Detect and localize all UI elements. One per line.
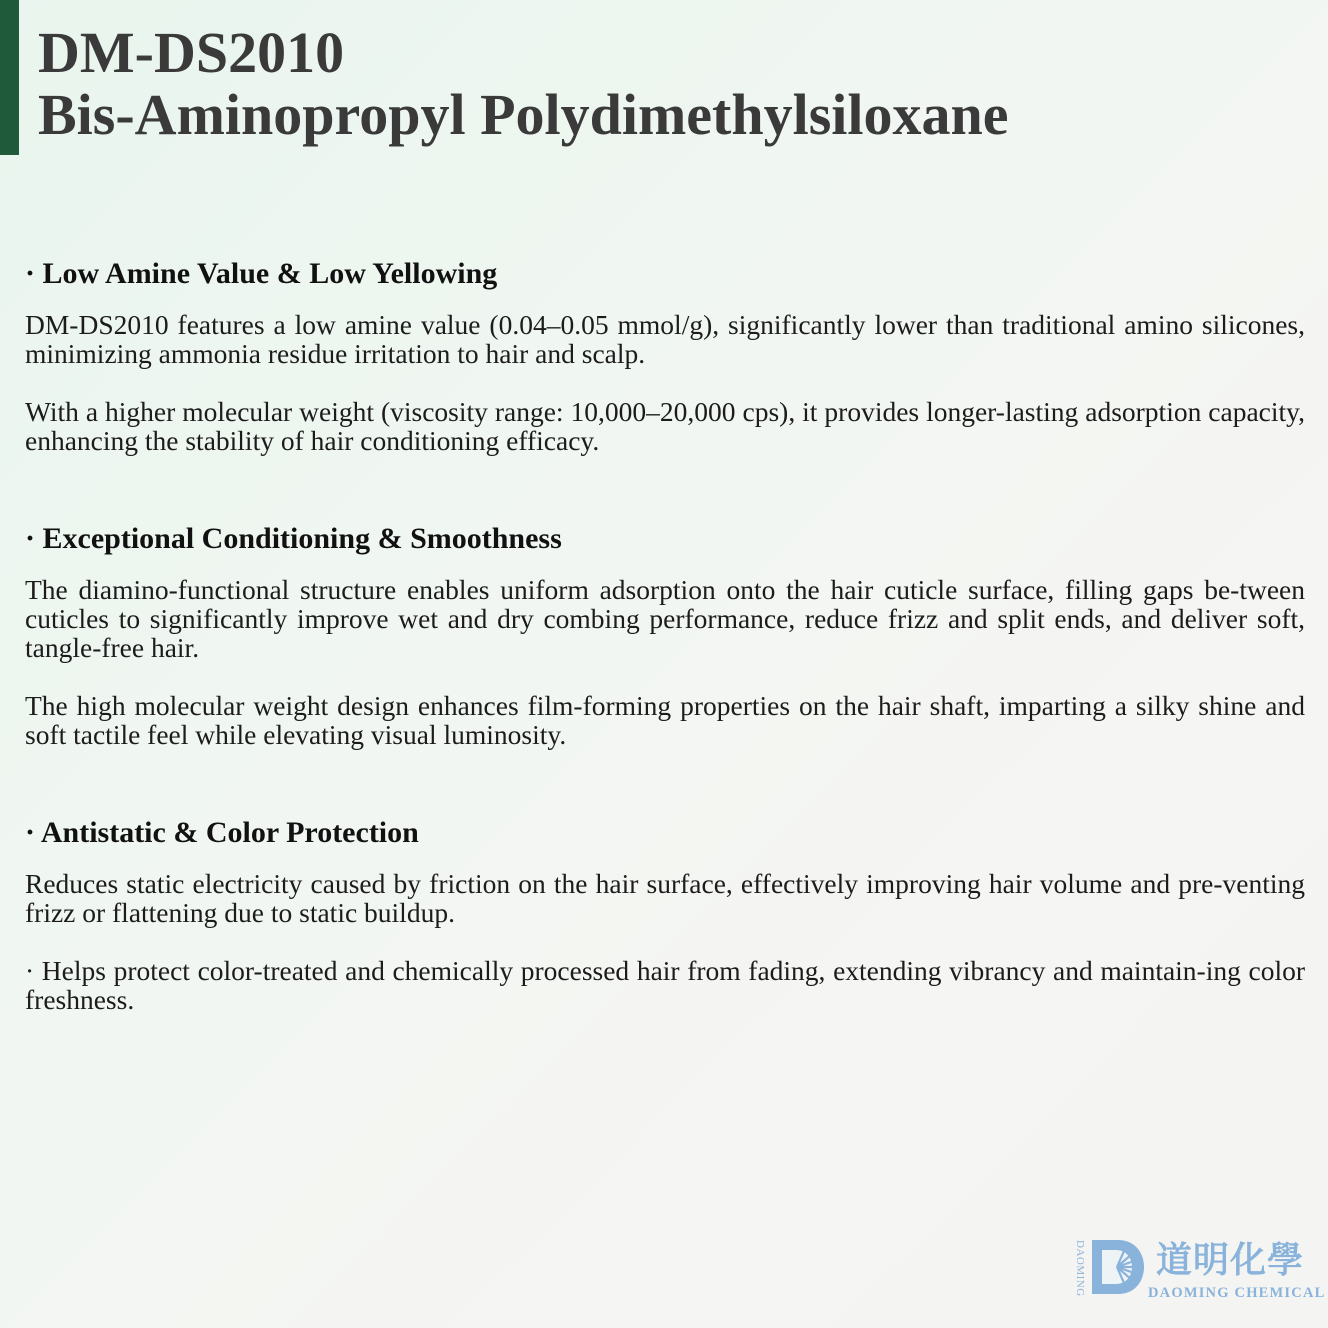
paragraph: · Helps protect color-treated and chemically processed hair from fading, extending vibrancy and maintain-ing color freshness. [25,955,1305,1015]
title-block [38,22,1308,146]
content [25,252,1305,1076]
section-heading: · Antistatic & Color Protection [25,816,419,849]
logo-vertical-text: DAOMING [1074,1239,1086,1297]
section-conditioning [25,517,1305,749]
paragraph: DM-DS2010 features a low amine value (0.04–0.05 mmol/g), significantly lower than traditional amino silicones, minimizing ammonia residue irritation to hair and scalp. [25,309,1305,369]
accent-bar [0,0,19,155]
section-heading: · Exceptional Conditioning & Smoothness [25,522,562,555]
company-logo [1072,1234,1326,1304]
section-antistatic [25,811,1305,1014]
paragraph: The diamino-functional structure enables uniform adsorption onto the hair cuticle surface, filling gaps be-tween cuticles to significantly improve wet and dry combing performance, reduce frizz and split ends, and deliver soft, tangle-free hair. [25,574,1305,663]
logo-mark-icon [1088,1236,1146,1298]
section-low-amine [25,252,1305,455]
product-code-title: DM-DS2010 [38,20,345,85]
paragraph: The high molecular weight design enhances film-forming properties on the hair shaft, imparting a silky shine and soft tactile feel while elevating visual luminosity. [25,690,1305,750]
logo-english-name: DAOMING CHEMICAL [1148,1285,1326,1301]
section-heading: · Low Amine Value & Low Yellowing [25,257,498,290]
product-name-title: Bis-Aminopropyl Polydimethylsiloxane [38,82,1009,147]
logo-chinese-name: 道明化學 [1156,1240,1305,1281]
paragraph: Reduces static electricity caused by friction on the hair surface, effectively improving hair volume and pre-venting frizz or flattening due to static buildup. [25,868,1305,928]
paragraph: With a higher molecular weight (viscosity range: 10,000–20,000 cps), it provides longer-lasting adsorption capacity, enhancing the stability of hair conditioning efficacy. [25,396,1305,456]
